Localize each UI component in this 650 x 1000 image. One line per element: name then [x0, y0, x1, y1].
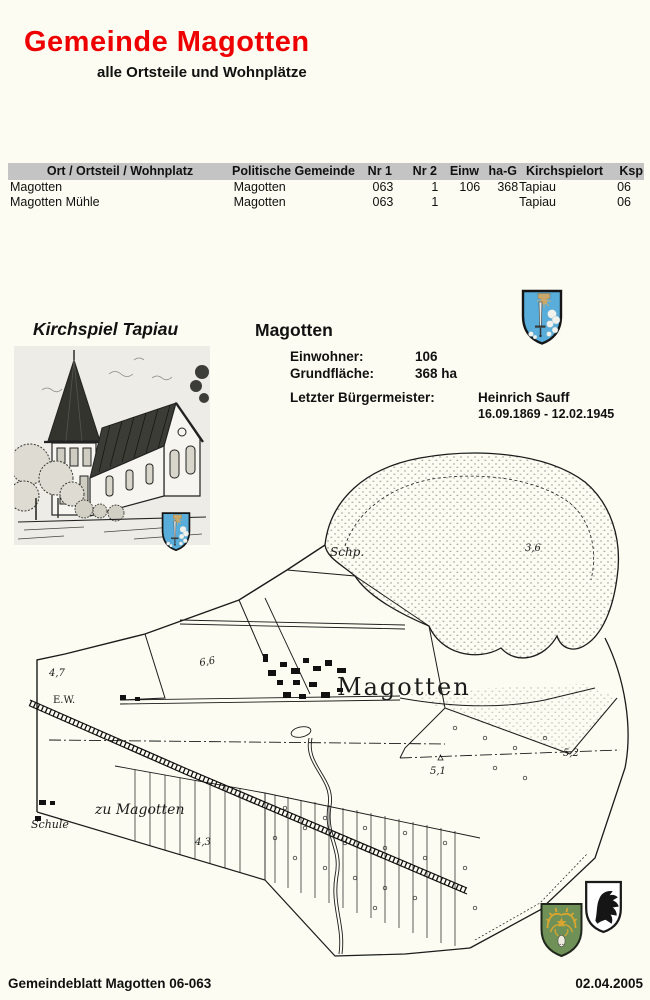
table-row — [8, 195, 644, 210]
page-title: Gemeinde Magotten — [24, 26, 310, 58]
cell-hag: 368 — [497, 180, 519, 194]
cell-ort: Magotten — [10, 180, 63, 194]
railroad-line — [30, 700, 467, 894]
cell-ksp: 06 — [617, 195, 631, 209]
table-row — [8, 180, 644, 195]
cell-gemeinde: Magotten — [233, 180, 286, 194]
col-header-ort: Ort / Ortsteil / Wohnplatz — [46, 164, 194, 178]
cell-ksp: 06 — [617, 180, 631, 194]
footer-sheet-id: Gemeindeblatt Magotten 06-063 — [8, 976, 212, 991]
cell-nr2: 1 — [431, 195, 439, 209]
map-number: 3,6 — [525, 543, 541, 554]
wehlau-district-coat-of-arms-icon — [538, 902, 585, 958]
cell-einw: 106 — [459, 180, 481, 194]
cell-einw — [438, 195, 480, 210]
tapiau-coat-of-arms-small-icon — [159, 511, 193, 552]
col-header-einw: Einw — [449, 164, 479, 178]
map-label-schule: Schule — [31, 818, 69, 831]
cell-gemeinde: Magotten — [233, 195, 286, 209]
stream-line — [308, 738, 343, 954]
buergermeister-dates: 16.09.1869 - 12.02.1945 — [478, 407, 615, 421]
map-number: 5,1 — [430, 766, 446, 777]
places-table — [8, 163, 644, 210]
place-heading: Magotten — [255, 320, 333, 340]
cell-kirchspielort: Tapiau — [519, 180, 557, 194]
map-number: 4,3 — [195, 837, 211, 848]
map-label-schp: Schp. — [330, 545, 365, 559]
col-header-ksp: Ksp — [619, 164, 643, 178]
footer-date: 02.04.2005 — [575, 976, 643, 991]
page-subtitle: alle Ortsteile und Wohnplätze — [97, 64, 307, 81]
map-number: 6,6 — [198, 655, 217, 669]
einwohner-value: 106 — [415, 349, 438, 364]
cell-kirchspielort: Tapiau — [519, 195, 557, 209]
kirchspiel-title: Kirchspiel Tapiau — [33, 319, 179, 339]
cell-nr1: 063 — [372, 195, 394, 209]
cell-nr1: 063 — [372, 180, 394, 194]
map-number: 5,2 — [563, 748, 579, 759]
einwohner-label: Einwohner: — [290, 349, 364, 364]
cell-ort: Magotten Mühle — [10, 195, 100, 209]
cell-hag — [480, 195, 518, 210]
buergermeister-label: Letzter Bürgermeister: — [290, 390, 435, 405]
col-header-kirchspielort: Kirchspielort — [525, 164, 604, 178]
map-number: 4,7 — [49, 668, 65, 679]
col-header-nr1: Nr 1 — [367, 164, 392, 178]
grundflaeche-value: 368 ha — [415, 366, 458, 381]
tapiau-coat-of-arms-icon — [519, 288, 565, 346]
black-eagle-coat-of-arms-icon — [584, 880, 623, 934]
table-header-row — [8, 163, 644, 180]
map-label-ew: E.W. — [53, 695, 76, 706]
cell-nr2: 1 — [431, 180, 439, 194]
map-label-zu-magotten: zu Magotten — [95, 802, 185, 818]
map-village-label: Magotten — [337, 673, 471, 701]
grundflaeche-label: Grundfläche: — [290, 366, 375, 381]
buergermeister-name: Heinrich Sauff — [478, 390, 570, 405]
col-header-nr2: Nr 2 — [412, 164, 437, 178]
col-header-politische-gemeinde: Politische Gemeinde — [232, 164, 355, 178]
col-header-hag: ha-G — [488, 164, 517, 178]
